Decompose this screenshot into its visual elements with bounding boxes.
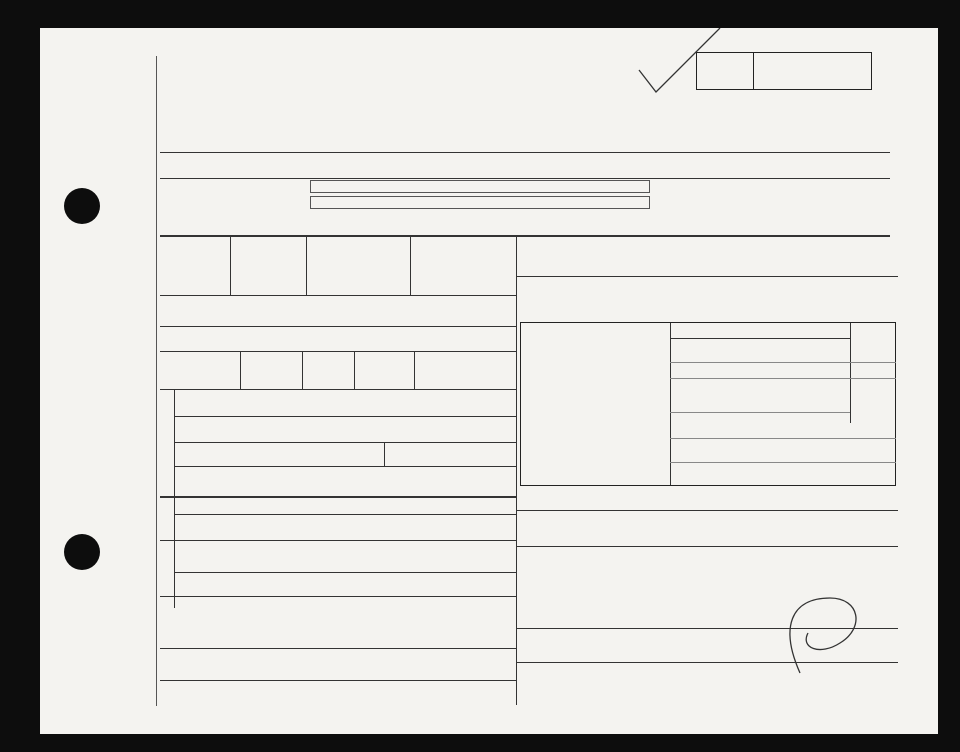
check-mark-icon [634,28,724,98]
death-registration-form [40,28,938,734]
signature-flourish-icon [760,588,870,678]
surname-boxes [310,180,650,193]
binder-hole-top [64,188,100,224]
margin-codes-mid [900,148,924,156]
given-names-boxes [310,196,650,209]
binder-hole-bottom [64,534,100,570]
